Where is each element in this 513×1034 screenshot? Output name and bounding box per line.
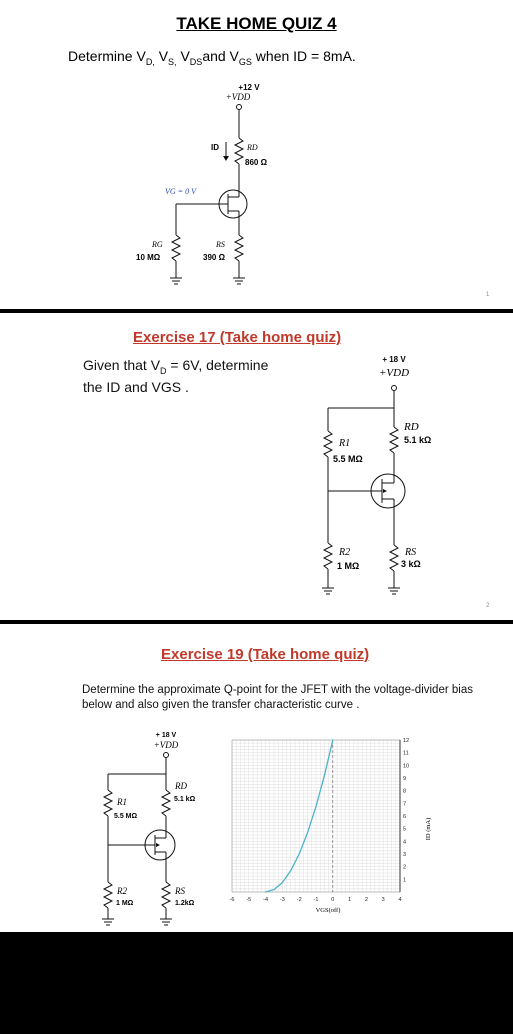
y-tick-label: 12 — [403, 738, 410, 744]
r1-label: R1 — [117, 797, 127, 807]
rd-label: RD — [175, 781, 187, 791]
x-tick-label: 4 — [398, 897, 402, 903]
page-number-1: 1 — [486, 292, 490, 298]
x-tick-label: 1 — [348, 897, 352, 903]
chart-xlabel: VGS(off) — [315, 907, 341, 914]
slide-1 — [0, 0, 513, 309]
slide-3-title: Exercise 19 (Take home quiz) — [161, 646, 370, 663]
vdd-label: +VDD — [378, 367, 410, 379]
x-tick-label: -1 — [313, 897, 319, 903]
curve-point — [324, 775, 325, 776]
curve-point — [290, 870, 291, 871]
rd-value: 860 Ω — [245, 158, 267, 167]
x-tick-label: 0 — [331, 897, 335, 903]
rs-value: 390 Ω — [203, 253, 225, 262]
gate-arrow-icon — [156, 843, 160, 847]
curve-point — [315, 806, 316, 807]
r1-value: 5.5 MΩ — [333, 454, 363, 464]
r2-value: 1 MΩ — [337, 561, 360, 571]
y-tick-label: 6 — [403, 814, 407, 820]
y-tick-label: 5 — [403, 826, 407, 833]
vdd-value: + 18 V — [382, 355, 406, 364]
slide-1-question: Determine $V_{D,}$ $V_{S,}$ $V_{DS}and$ $V_{GS}$ when ID = 8mA. — [68, 48, 356, 67]
y-tick-label: 9 — [403, 776, 407, 782]
vdd-label: +VDD — [225, 92, 251, 102]
curve-point — [307, 832, 308, 833]
r1-label: R1 — [339, 438, 351, 449]
curve-point — [273, 889, 274, 890]
transfer-chart — [220, 734, 430, 914]
slide-2-title: Exercise 17 (Take home quiz) — [133, 329, 342, 346]
y-tick-label: 11 — [403, 750, 409, 757]
x-tick-label: 2 — [364, 897, 368, 903]
slide-1-circuit — [0, 0, 513, 309]
slide-3 — [0, 624, 513, 932]
x-tick-label: -5 — [246, 897, 252, 903]
rg-value: 10 MΩ — [136, 253, 161, 262]
slide-2-text: Given that $V_D = 6V$, determine the ID and VGS . — [83, 357, 269, 395]
chart-marks — [230, 738, 410, 903]
x-tick-label: -4 — [263, 897, 269, 903]
x-tick-label: -3 — [279, 897, 285, 903]
curve-point — [265, 891, 266, 892]
r1-value: 5.5 MΩ — [114, 813, 138, 820]
rs-label: RS — [175, 886, 185, 896]
gate-arrow-icon — [383, 489, 387, 493]
y-tick-label: 3 — [403, 852, 407, 858]
y-tick-label: 2 — [403, 864, 407, 871]
vdd-label: +VDD — [153, 740, 179, 750]
vg-label: VG = 0 V — [165, 187, 196, 196]
chart-ylabel: ID (mA) — [425, 817, 432, 841]
y-tick-label: 10 — [403, 763, 410, 770]
rd-value: 5.1 kΩ — [174, 796, 196, 803]
vdd-value: +12 V — [238, 83, 260, 92]
x-tick-label: 3 — [381, 897, 385, 903]
id-arrow-icon — [223, 156, 229, 161]
rs-value: 3 kΩ — [401, 559, 421, 569]
rg-label: RG — [152, 240, 163, 249]
rd-label: RD — [404, 421, 419, 433]
y-tick-label: 7 — [403, 801, 407, 808]
slide-3-circuit — [0, 624, 230, 932]
x-tick-label: -6 — [229, 897, 235, 903]
slide-2-circuit — [0, 313, 513, 620]
y-tick-label: 4 — [403, 839, 407, 846]
curve-point — [332, 739, 333, 740]
rs-label: RS — [216, 240, 225, 249]
slide-3-text: Determine the approximate Q-point for the JFET with the voltage-divider bias below and also given the transfer characteristic curve . — [82, 684, 473, 711]
id-label: ID — [211, 143, 219, 152]
y-tick-label: 1 — [403, 877, 407, 884]
r2-value: 1 MΩ — [116, 900, 134, 907]
rd-value: 5.1 kΩ — [404, 435, 432, 445]
vdd-value: + 18 V — [155, 732, 177, 739]
page-number-2: 2 — [486, 603, 490, 609]
x-tick-label: -2 — [296, 897, 302, 903]
chart-grid — [232, 740, 400, 892]
chart-ylabel-wrap — [416, 734, 440, 904]
y-tick-label: 8 — [403, 788, 407, 795]
r2-label: R2 — [339, 547, 351, 558]
rd-label: RD — [247, 143, 258, 152]
rs-value: 1.2kΩ — [175, 900, 195, 907]
curve-point — [282, 882, 283, 883]
r2-label: R2 — [117, 886, 127, 896]
slide-1-title: TAKE HOME QUIZ 4 — [176, 14, 337, 33]
slide-2 — [0, 313, 513, 620]
rs-label: RS — [405, 547, 417, 558]
curve-point — [299, 853, 300, 854]
